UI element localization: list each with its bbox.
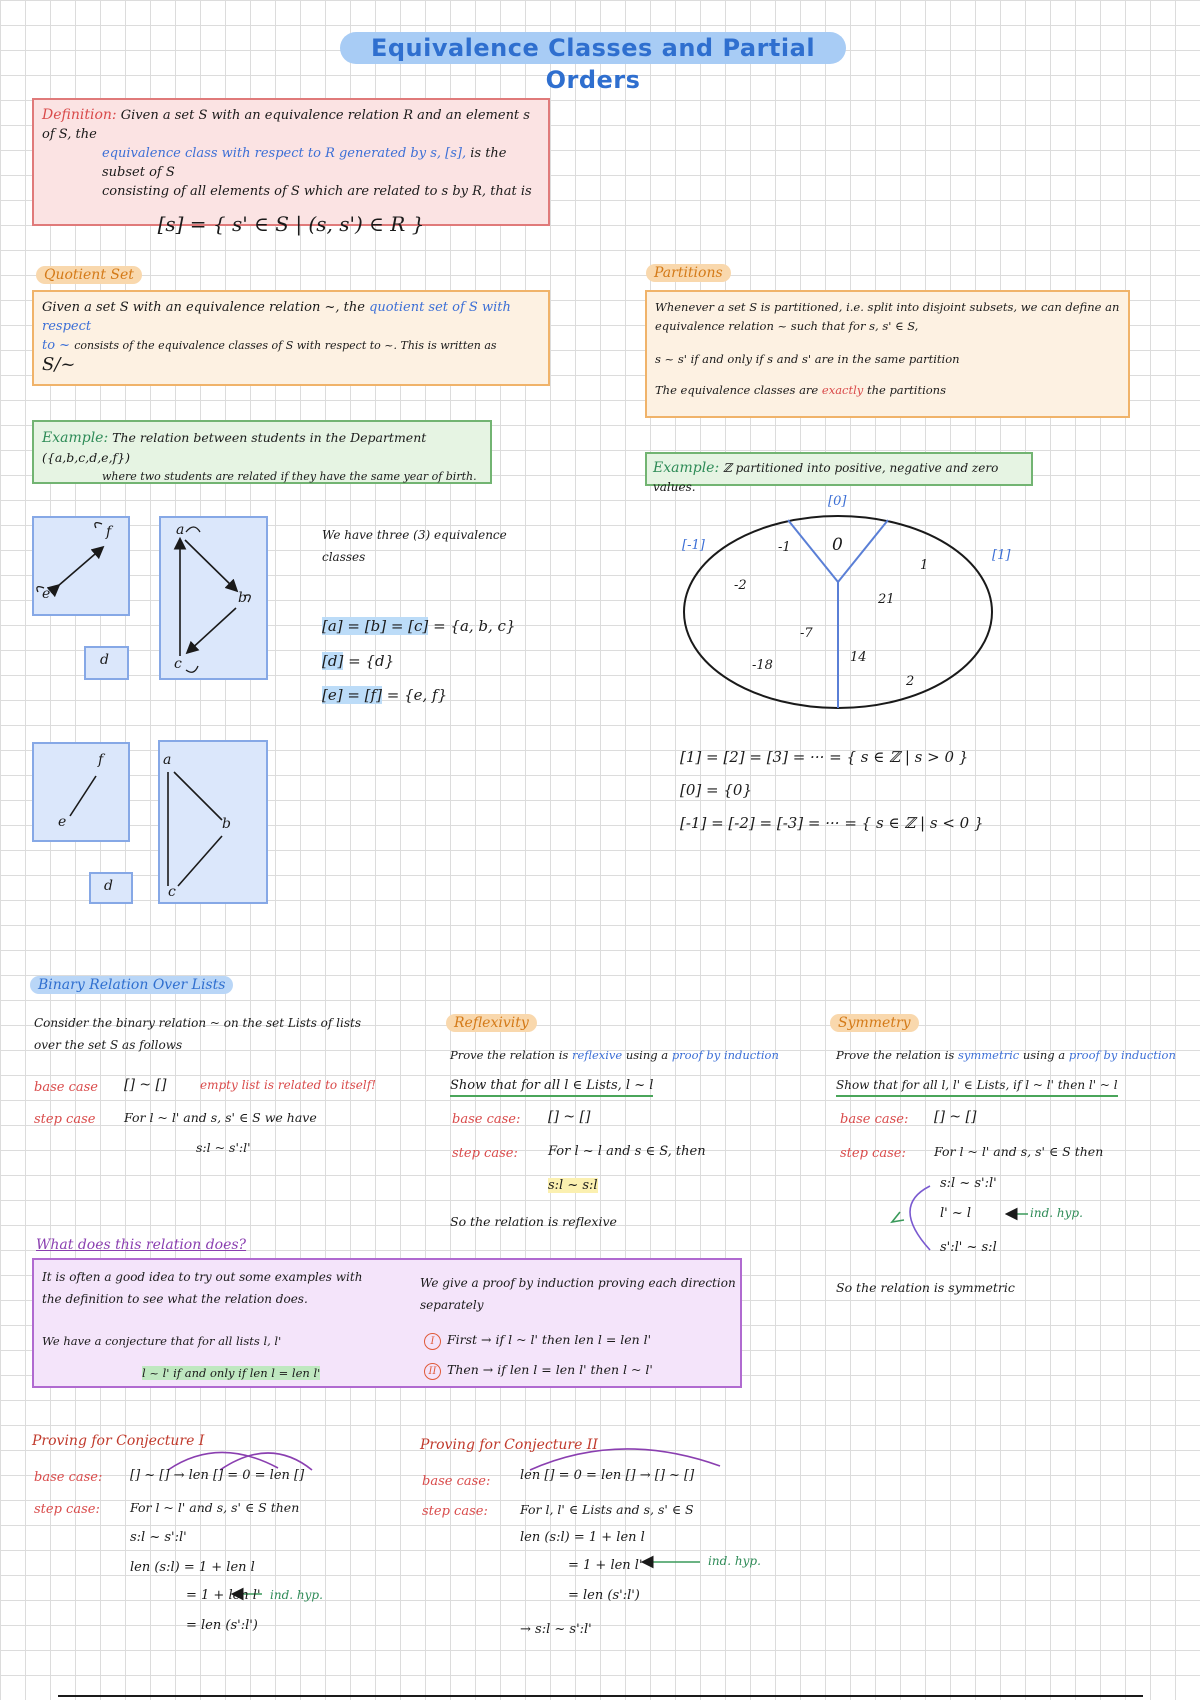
class1-rhs: = {a, b, c}	[433, 617, 516, 635]
ellipse-num-1: 1	[920, 558, 929, 573]
ellipse-num-2: 2	[906, 674, 915, 689]
what-right-2: separately	[420, 1298, 484, 1312]
reflexivity-line-1d: proof by induction	[671, 1048, 779, 1062]
graph2-node-b: b	[222, 816, 231, 832]
binary-base-note: empty list is related to itself!	[200, 1078, 376, 1092]
definition-highlight: equivalence class with respect to R generated by s, [s],	[102, 146, 467, 161]
partitions-text-2: equivalence relation ~ such that for s, s' ∈ S,	[655, 319, 919, 333]
proof2-l3: = len (s':l')	[568, 1588, 640, 1603]
class2-rhs: = {d}	[348, 652, 395, 670]
proof1-label: Proving for Conjecture I	[32, 1433, 205, 1449]
ellipse-num-neg7: -7	[800, 626, 813, 641]
quotient-text-3: S/~	[42, 354, 76, 375]
proof1-l3: = 1 + len l'	[186, 1588, 261, 1603]
example1-label: Example:	[42, 430, 109, 446]
z-classes-line-1: [1] = [2] = [3] = ··· = { s ∈ ℤ | s > 0 }	[680, 748, 969, 766]
graph1-node-f: f	[106, 524, 112, 540]
symmetry-s2-note: ind. hyp.	[1030, 1206, 1083, 1220]
symmetry-base-label: base case:	[840, 1112, 909, 1127]
graph2-node-d: d	[104, 878, 113, 894]
symmetry-line-1b: symmetric	[957, 1048, 1020, 1062]
class3-rhs: = {e, f}	[386, 686, 448, 704]
partitions-text-3: s ~ s' if and only if s and s' are in the same partition	[655, 352, 960, 366]
partitions-text-1: Whenever a set S is partitioned, i.e. split into disjoint subsets, we can define an	[655, 300, 1120, 314]
what-item-1: First → if l ~ l' then len l = len l'	[447, 1332, 652, 1347]
proof1-base-expr: [] ~ [] → len [] = 0 = len []	[130, 1468, 305, 1483]
example1-text-1: The relation between students in the Department ({a,b,c,d,e,f})	[42, 430, 427, 465]
symmetry-s2: l' ~ l	[940, 1206, 972, 1221]
symmetry-line-1c: using a	[1022, 1048, 1066, 1062]
symmetry-step-label: step case:	[840, 1146, 906, 1161]
what-right-1: We give a proof by induction proving each direction	[420, 1276, 736, 1290]
graph2-node-c: c	[168, 884, 176, 900]
graph1-node-d: d	[100, 652, 109, 668]
graph1-note-1: We have three (3) equivalence	[322, 528, 507, 542]
label-class-pos: [1]	[992, 548, 1011, 563]
definition-text-1: Given a set S with an equivalence relation R and an element s of S, the	[42, 108, 530, 142]
proof1-base-label: base case:	[34, 1470, 103, 1485]
symmetry-s3: s':l' ~ s:l	[940, 1240, 997, 1255]
symmetry-conclusion: So the relation is symmetric	[836, 1280, 1015, 1295]
definition-formula: [s] = { s' ∈ S | (s, s') ∈ R }	[157, 212, 425, 236]
proof2-l4: → s:l ~ s':l'	[520, 1622, 592, 1637]
binary-base-label: base case	[34, 1080, 98, 1095]
binary-intro-2: over the set S as follows	[34, 1038, 183, 1052]
symmetry-line-1d: proof by induction	[1068, 1048, 1176, 1062]
item1-number: I	[424, 1333, 441, 1350]
ellipse-num-21: 21	[878, 592, 895, 607]
z-classes-line-3: [-1] = [-2] = [-3] = ··· = { s ∈ ℤ | s < 0 }	[680, 814, 984, 832]
what-left-1: It is often a good idea to try out some examples with	[42, 1270, 363, 1284]
graph2-node-f: f	[98, 752, 104, 768]
proof2-base-expr: len [] = 0 = len [] → [] ~ []	[520, 1468, 695, 1483]
graph1-node-b: b	[238, 590, 247, 606]
label-class-neg: [-1]	[682, 538, 705, 553]
reflexivity-line-1b: reflexive	[571, 1048, 623, 1062]
reflexivity-line-1a: Prove the relation is	[450, 1048, 569, 1062]
proof1-step-expr: For l ~ l' and s, s' ∈ S then	[130, 1500, 300, 1515]
graph1-node-e: e	[42, 586, 51, 602]
proof1-l1: s:l ~ s':l'	[130, 1530, 187, 1545]
reflexivity-line-1c: using a	[625, 1048, 669, 1062]
page-title: Equivalence Classes and Partial Orders	[340, 32, 846, 64]
example1-text-2: where two students are related if they have the same year of birth.	[102, 470, 477, 483]
what-item-2: Then → if len l = len l' then l ~ l'	[447, 1362, 653, 1377]
binary-step-label: step case	[34, 1112, 96, 1127]
class2-lhs: [d]	[322, 652, 344, 670]
ellipse-zero: 0	[832, 535, 843, 555]
graph1-node-c: c	[174, 656, 182, 672]
proof2-label: Proving for Conjecture II	[420, 1437, 598, 1453]
proof2-base-label: base case:	[422, 1474, 491, 1489]
proof2-step-expr: For l, l' ∈ Lists and s, s' ∈ S	[520, 1502, 694, 1517]
partitions-text-4c: the partitions	[866, 383, 946, 397]
proof1-l2: len (s:l) = 1 + len l	[130, 1560, 255, 1575]
symmetry-label: Symmetry	[830, 1014, 919, 1032]
symmetry-line-2: Show that for all l, l' ∈ Lists, if l ~ l' then l' ~ l	[836, 1076, 1118, 1097]
quotient-text-1a: Given a set S with an equivalence relation ~, the	[42, 300, 365, 315]
class1-lhs: [a] = [b] = [c]	[322, 617, 429, 635]
proof1-l4: = len (s':l')	[186, 1618, 258, 1633]
symmetry-base-expr: [] ~ []	[934, 1109, 977, 1125]
proof2-step-label: step case:	[422, 1504, 488, 1519]
quotient-label: Quotient Set	[36, 266, 142, 284]
graph2-node-e: e	[58, 814, 67, 830]
symmetry-line-1a: Prove the relation is	[836, 1048, 955, 1062]
ellipse-num-neg1: -1	[778, 540, 791, 555]
reflexivity-label: Reflexivity	[446, 1014, 537, 1032]
graph2-node-a: a	[163, 752, 172, 768]
definition-text-3: consisting of all elements of S which are related to s by R, that is	[102, 184, 532, 199]
ellipse-num-14: 14	[850, 650, 867, 665]
graph1-node-a: a	[176, 522, 185, 538]
what-left-2: the definition to see what the relation does.	[42, 1292, 308, 1306]
binary-base-expr: [] ~ []	[124, 1077, 167, 1093]
proof2-l2-note: ind. hyp.	[708, 1554, 761, 1568]
proof2-l2: = 1 + len l'	[568, 1558, 643, 1573]
reflexivity-step-expr-2: s:l ~ s:l	[548, 1178, 598, 1193]
ellipse-num-neg2: -2	[734, 578, 747, 593]
symmetry-s1: s:l ~ s':l'	[940, 1176, 997, 1191]
class3-lhs: [e] = [f]	[322, 686, 382, 704]
bottom-rule	[58, 1695, 1143, 1697]
reflexivity-base-label: base case:	[452, 1112, 521, 1127]
quotient-text-2a: to ~	[42, 338, 71, 353]
symmetry-step-expr: For l ~ l' and s, s' ∈ S then	[934, 1144, 1104, 1159]
what-left-4: l ~ l' if and only if len l = len l'	[142, 1366, 321, 1380]
what-label: What does this relation does?	[36, 1237, 247, 1253]
example2-text: ℤ partitioned into positive, negative and zero values.	[653, 461, 999, 494]
binary-label: Binary Relation Over Lists	[30, 976, 233, 994]
what-left-3: We have a conjecture that for all lists l, l'	[42, 1334, 282, 1348]
reflexivity-conclusion: So the relation is reflexive	[450, 1214, 617, 1229]
proof1-l3-note: ind. hyp.	[270, 1588, 323, 1602]
partitions-text-4b: exactly	[821, 383, 864, 397]
binary-step-expr: For l ~ l' and s, s' ∈ S we have	[124, 1110, 317, 1125]
ellipse-num-neg18: -18	[752, 658, 773, 673]
proof2-l1: len (s:l) = 1 + len l	[520, 1530, 645, 1545]
partitions-text-4a: The equivalence classes are	[655, 383, 819, 397]
label-class-zero: [0]	[828, 494, 847, 509]
example2-label: Example:	[653, 460, 720, 476]
item2-number: II	[424, 1363, 441, 1380]
binary-intro-1: Consider the binary relation ~ on the set Lists of lists	[34, 1016, 361, 1030]
reflexivity-base-expr: [] ~ []	[548, 1109, 591, 1125]
reflexivity-line-2: Show that for all l ∈ Lists, l ~ l	[450, 1076, 653, 1097]
reflexivity-step-expr: For l ~ l and s ∈ S, then	[548, 1144, 706, 1159]
quotient-text-1b: quotient set of S with respect	[42, 300, 511, 334]
quotient-text-2b: consists of the equivalence classes of S with respect to ~. This is written as	[74, 339, 497, 352]
graph1-note-2: classes	[322, 550, 366, 564]
z-classes-line-2: [0] = {0}	[680, 781, 752, 799]
proof1-step-label: step case:	[34, 1502, 100, 1517]
definition-text-2: is the subset of S	[102, 146, 507, 180]
definition-label: Definition:	[42, 107, 117, 123]
reflexivity-step-label: step case:	[452, 1146, 518, 1161]
binary-step-expr-2: s:l ~ s':l'	[196, 1140, 251, 1155]
partitions-label: Partitions	[646, 264, 731, 282]
